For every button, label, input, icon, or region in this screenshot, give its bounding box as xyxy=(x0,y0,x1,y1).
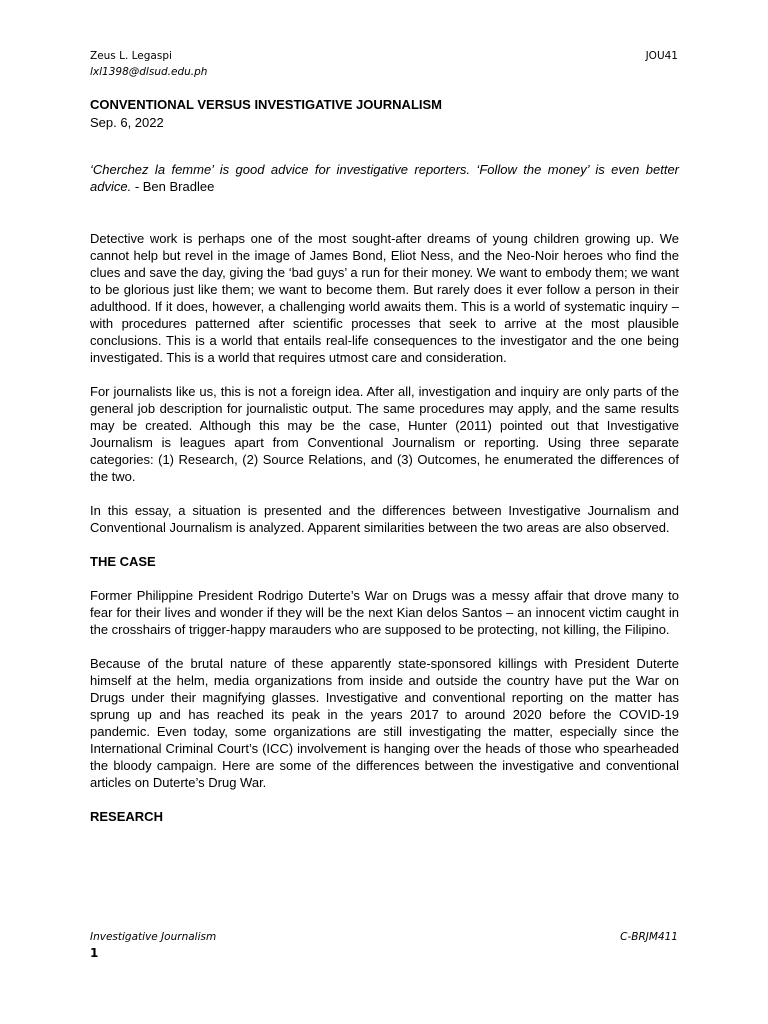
quote-text: ‘Cherchez la femme’ is good advice for investigative reporters. ‘Follow the money’ is even better advice. xyxy=(90,162,679,194)
paragraph-context: For journalists like us, this is not a foreign idea. After all, investigation and inquiry are only parts of the general job description for journalistic output. The same procedures may apply, and the same results may be created. Although this may be the case, Hunter (2011) pointed out that Investigative Journalism is leagues apart from Conventional Journalism or reporting. Using three separate categories: (1) Research, (2) Source Relations, and (3) Outcomes, he enumerated the differences of the two. xyxy=(90,384,679,484)
quote-attribution: - Ben Bradlee xyxy=(131,179,215,194)
heading-research: RESEARCH xyxy=(90,809,163,824)
document-date: Sep. 6, 2022 xyxy=(90,115,164,130)
document-body xyxy=(90,96,679,825)
paragraph-intro: Detective work is perhaps one of the most sought-after dreams of young children growing up. We cannot help but revel in the image of James Bond, Eliot Ness, and the Neo-Noir heroes who find the clues and save the day, giving the ‘bad guys’ a run for their money. We want to embody them; we want to be glorious just like them; we want to become them. But rarely does it ever follow a person in their adulthood. If it does, however, a challenging world awaits them. This is a world of systematic inquiry – with procedures patterned after scientific processes that seek to arrive at the most plausible conclusions. This is a world that entails real-life consequences to the investigator and the one being investigated. This is a world that requires utmost care and consideration. xyxy=(90,231,679,365)
paragraph-case-1: Former Philippine President Rodrigo Duterte’s War on Drugs was a messy affair that drove many to fear for their lives and wonder if they will be the next Kian delos Santos – an innocent victim caught in the crosshairs of trigger-happy marauders who are supposed to be protecting, not killing, the Filipino. xyxy=(90,588,679,637)
page-number: 1 xyxy=(90,946,99,960)
author-name: Zeus L. Legaspi xyxy=(90,50,172,62)
heading-the-case: THE CASE xyxy=(90,554,156,569)
footer-course-name: Investigative Journalism xyxy=(90,931,217,943)
author-email: lxl1398@dlsud.edu.ph xyxy=(90,66,208,78)
document-title: CONVENTIONAL VERSUS INVESTIGATIVE JOURNALISM xyxy=(90,97,443,112)
epigraph-quote xyxy=(90,161,679,195)
paragraph-thesis: In this essay, a situation is presented and the differences between Investigative Journalism and Conventional Journalism is analyzed. Apparent similarities between the two areas are also observed. xyxy=(90,503,679,535)
footer-section: C-BRJM411 xyxy=(620,931,678,943)
paragraph-case-2: Because of the brutal nature of these apparently state-sponsored killings with President Duterte himself at the helm, media organizations from inside and outside the country have put the War on Drugs under their magnifying glasses. Investigative and conventional reporting on the matter has sprung up and has reached its peak in the years 2017 to around 2020 before the COVID-19 pandemic. Even today, some organizations are still investigating the matter, especially since the International Criminal Court’s (ICC) involvement is hanging over the heads of those who spearheaded the bloody campaign. Here are some of the differences between the investigative and conventional articles on Duterte’s Drug War. xyxy=(90,656,679,790)
header-author-block xyxy=(90,48,207,80)
course-code: JOU41 xyxy=(645,50,678,62)
